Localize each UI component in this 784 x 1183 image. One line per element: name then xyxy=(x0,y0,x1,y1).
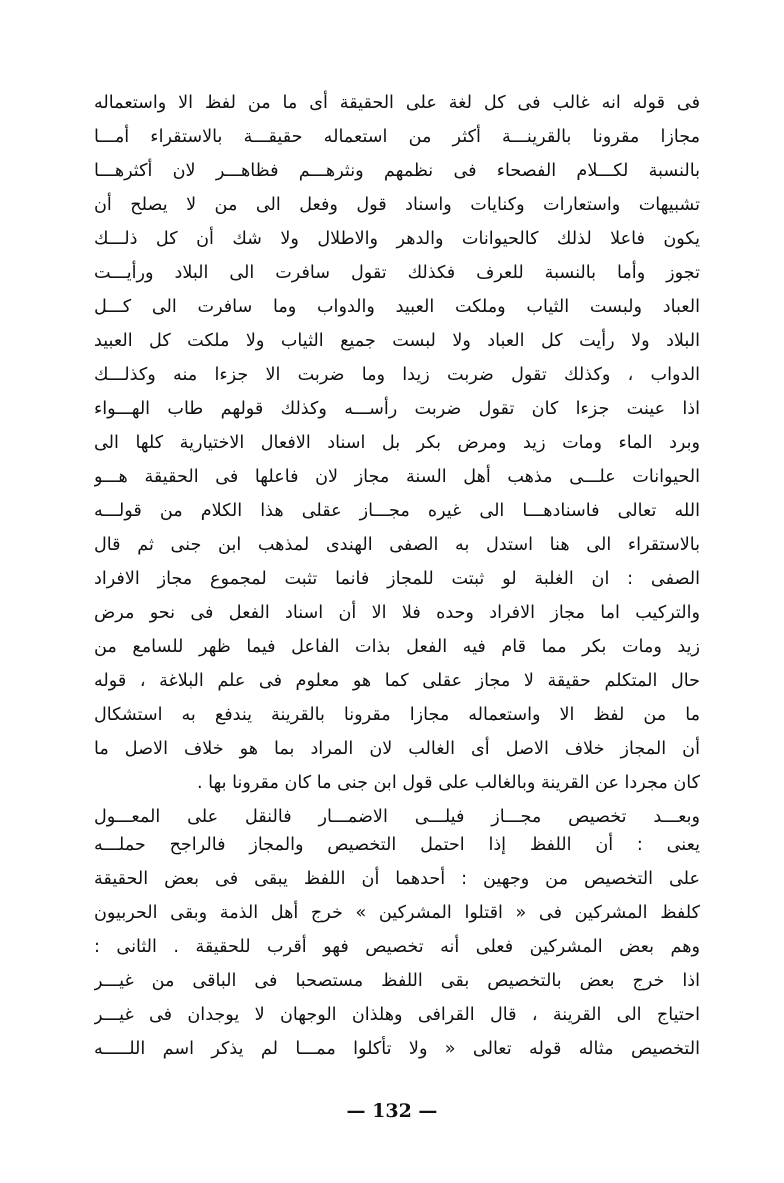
text-line: البلاد ولا رأيت كل العباد ولا لبست جميع الثياب ولا ملكت كل العبيد xyxy=(94,331,700,351)
text-line: كان مجردا عن القرينة وبالغالب على قول ابن جنى ما كان مقرونا بها . xyxy=(196,773,700,793)
text-line: الحيوانات علـــى مذهب أهل السنة مجاز لان فاعلها فى الحقيقة هـــو xyxy=(94,467,700,487)
text-line: والتركيب اما مجاز الافراد وحده فلا الا أن اسناد الفعل فى نحو مرض xyxy=(94,603,700,623)
verse-line: وبعـــد تخصيص مجـــاز فيلـــى الاضمـــار فالنقل على المعـــول xyxy=(94,807,700,827)
text-line: يكون فاعلا لذلك كالحيوانات والدهر والاطلال ولا شك أن كل ذلـــك xyxy=(94,229,700,249)
text-line: يعنى : أن اللفظ إذا احتمل التخصيص والمجاز فالراجح حملـــه xyxy=(94,835,700,855)
text-line: بالاستقراء الى هنا استدل به الصفى الهندى لمذهب ابن جنى ثم قال xyxy=(94,535,700,555)
text-line: بالنسبة لكـــلام الفصحاء فى نظمهم ونثرهـــم فظاهـــر لان أكثرهـــا xyxy=(94,161,700,181)
text-line: على التخصيص من وجهين : أحدهما أن اللفظ يبقى فى بعض الحقيقة xyxy=(94,869,700,889)
text-line: كلفظ المشركين فى « اقتلوا المشركين » خرج أهل الذمة وبقى الحربيون xyxy=(94,903,700,923)
text-line: وبرد الماء ومات زيد ومرض بكر بل اسناد الافعال الاختيارية كلها الى xyxy=(94,433,700,453)
text-line: اذا عينت جزءا كان تقول ضربت رأســـه وكذلك قولهم طاب الهـــواء xyxy=(94,399,700,419)
text-line: تشبيهات واستعارات وكنايات واسناد قول وفعل الى من لا يصلح أن xyxy=(94,195,700,215)
text-line: تجوز وأما بالنسبة للعرف فكذلك تقول سافرت الى البلاد ورأيـــت xyxy=(94,263,700,283)
text-line: حال المتكلم حقيقة لا مجاز عقلى كما هو معلوم فى علم البلاغة ، قوله xyxy=(94,671,700,691)
text-line: التخصيص مثاله قوله تعالى « ولا تأكلوا ممـــا لم يذكر اسم اللـــــه xyxy=(94,1039,700,1059)
text-line: الدواب ، وكذلك تقول ضربت زيدا وما ضربت الا جزءا منه وكذلـــك xyxy=(94,365,700,385)
text-line: الله تعالى فاسنادهـــا الى غيره مجـــاز عقلى هذا الكلام من قولـــه xyxy=(94,501,700,521)
page-number: — 132 — xyxy=(346,1100,438,1122)
text-line: أن المجاز خلاف الاصل أى الغالب لان المراد بما هو خلاف الاصل ما xyxy=(94,739,700,759)
text-line: زيد ومات بكر مما قام فيه الفعل بذات الفاعل فيما ظهر للسامع من xyxy=(94,637,700,657)
text-line: ما من لفظ الا واستعماله مجازا مقرونا بالقرينة يندفع به استشكال xyxy=(94,705,700,725)
text-line: احتياج الى القرينة ، قال القرافى وهلذان الوجهان لا يوجدان فى غيـــر xyxy=(94,1005,700,1025)
text-line: الصفى : ان الغلبة لو ثبتت للمجاز فانما تثبت لمجموع مجاز الافراد xyxy=(94,569,700,589)
text-line: اذا خرج بعض بالتخصيص بقى اللفظ مستصحبا فى الباقى من غيـــر xyxy=(94,971,700,991)
text-line: مجازا مقرونا بالقرينـــة أكثر من استعماله حقيقـــة بالاستقراء أمـــا xyxy=(94,127,700,147)
text-line: وهم بعض المشركين فعلى أنه تخصيص فهو أقرب للحقيقة . الثانى : xyxy=(94,937,700,957)
text-line: العباد ولبست الثياب وملكت العبيد والدواب وما سافرت الى كـــل xyxy=(94,297,700,317)
paragraph-explanation xyxy=(94,828,700,1066)
paragraph-commentary xyxy=(94,86,700,834)
text-line: فى قوله انه غالب فى كل لغة على الحقيقة أى ما من لفظ الا واستعماله xyxy=(94,93,700,113)
